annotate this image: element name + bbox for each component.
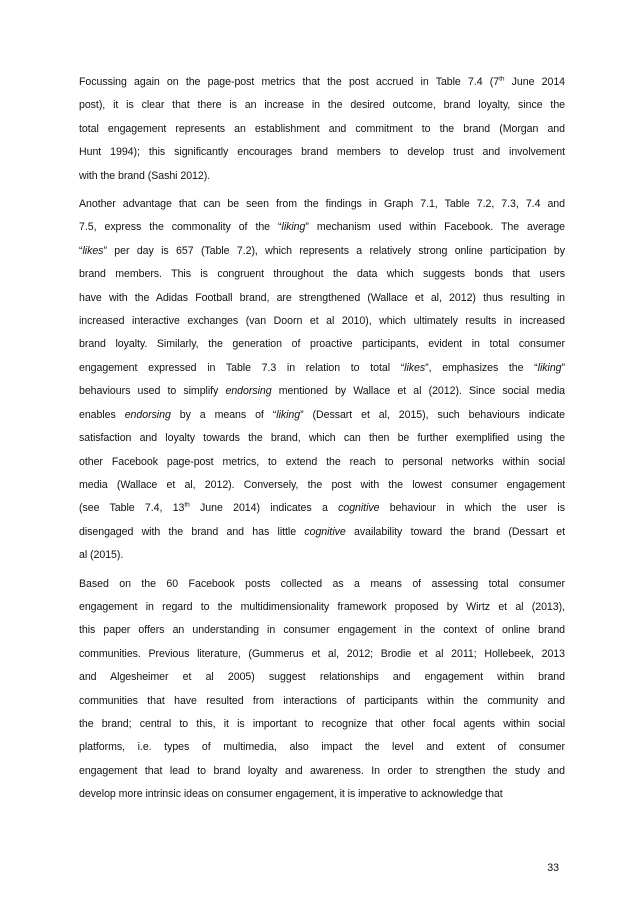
- text-line: increased interactive exchanges (van Doorn et al 2010), which ultimately results in increased: [79, 315, 565, 328]
- italic-term: likes: [82, 244, 104, 257]
- italic-term: cognitive: [304, 525, 346, 538]
- text-line: brand members. This is congruent throughout the data which suggests bonds that users: [79, 268, 565, 281]
- paragraph: [79, 71, 565, 188]
- text-line: (see Table 7.4, 13th June 2014) indicates a cognitive behaviour in which the user is: [79, 501, 565, 515]
- text-line: Based on the 60 Facebook posts collected as a means of assessing total consumer: [79, 577, 565, 590]
- text-line: satisfaction and loyalty towards the brand, which can then be further exemplified using the: [79, 432, 565, 445]
- italic-term: cognitive: [338, 502, 380, 515]
- paragraph: [79, 573, 565, 807]
- text-line: disengaged with the brand and has little cognitive availability toward the brand (Dessart et: [79, 525, 565, 538]
- text-line: engagement that lead to brand loyalty and awareness. In order to strengthen the study and: [79, 764, 565, 777]
- text-line: and Algesheimer et al 2005) suggest relationships and engagement within brand: [79, 671, 565, 684]
- text-line: 7.5, express the commonality of the “liking” mechanism used within Facebook. The average: [79, 221, 565, 234]
- text-line: total engagement represents an establishment and commitment to the brand (Morgan and: [79, 122, 565, 135]
- text-line: with the brand (Sashi 2012).: [79, 169, 211, 182]
- italic-term: endorsing: [225, 385, 272, 398]
- italic-term: liking: [537, 361, 562, 374]
- text-line: brand loyalty. Similarly, the generation of proactive participants, evident in total consumer: [79, 338, 565, 351]
- text-line: “likes” per day is 657 (Table 7.2), which represents a relatively strong online participation by: [79, 244, 565, 257]
- text-line: have with the Adidas Football brand, are strengthened (Wallace et al, 2012) thus resulting in: [79, 291, 565, 304]
- italic-term: likes: [404, 361, 426, 374]
- text-line: behaviours used to simplify endorsing mentioned by Wallace et al (2012). Since social media: [79, 385, 565, 398]
- text-line: Focussing again on the page-post metrics that the post accrued in Table 7.4 (7th June 2014: [79, 75, 565, 88]
- text-line: platforms, i.e. types of multimedia, also impact the level and extent of consumer: [79, 741, 565, 754]
- page-number: 33: [547, 862, 559, 874]
- text-line: communities that have resulted from interactions of participants within the community and: [79, 694, 565, 707]
- ordinal-superscript: th: [184, 501, 190, 509]
- text-line: engagement expressed in Table 7.3 in relation to total “likes”, emphasizes the “liking”: [79, 361, 565, 374]
- text-line: post), it is clear that there is an increase in the desired outcome, brand loyalty, since the: [79, 99, 565, 112]
- text-line: Hunt 1994); this significantly encourages brand members to develop trust and involvement: [79, 146, 565, 159]
- italic-term: liking: [281, 221, 306, 234]
- text-line: other Facebook page-post metrics, to extend the reach to personal networks within social: [79, 455, 565, 468]
- text-line: the brand; central to this, it is important to recognize that other focal agents within social: [79, 717, 565, 730]
- text-line: media (Wallace et al, 2012). Conversely, the post with the lowest consumer engagement: [79, 478, 565, 491]
- text-line: this paper offers an understanding in consumer engagement in the context of online brand: [79, 624, 565, 637]
- text-line: Another advantage that can be seen from the findings in Graph 7.1, Table 7.2, 7.3, 7.4 and: [79, 198, 565, 211]
- ordinal-superscript: th: [499, 75, 505, 83]
- text-line: al (2015).: [79, 549, 124, 562]
- paragraph: [79, 193, 565, 568]
- text-line: communities. Previous literature, (Gummerus et al, 2012; Brodie et al 2011; Hollebeek, 2013: [79, 647, 565, 660]
- body-text: [79, 71, 565, 812]
- text-line: engagement in regard to the multidimensionality framework proposed by Wirtz et al (2013),: [79, 600, 565, 613]
- italic-term: liking: [276, 408, 301, 421]
- text-line: enables endorsing by a means of “liking” (Dessart et al, 2015), such behaviours indicate: [79, 408, 565, 421]
- text-line: develop more intrinsic ideas on consumer engagement, it is imperative to acknowledge that: [79, 788, 503, 801]
- italic-term: endorsing: [124, 408, 171, 421]
